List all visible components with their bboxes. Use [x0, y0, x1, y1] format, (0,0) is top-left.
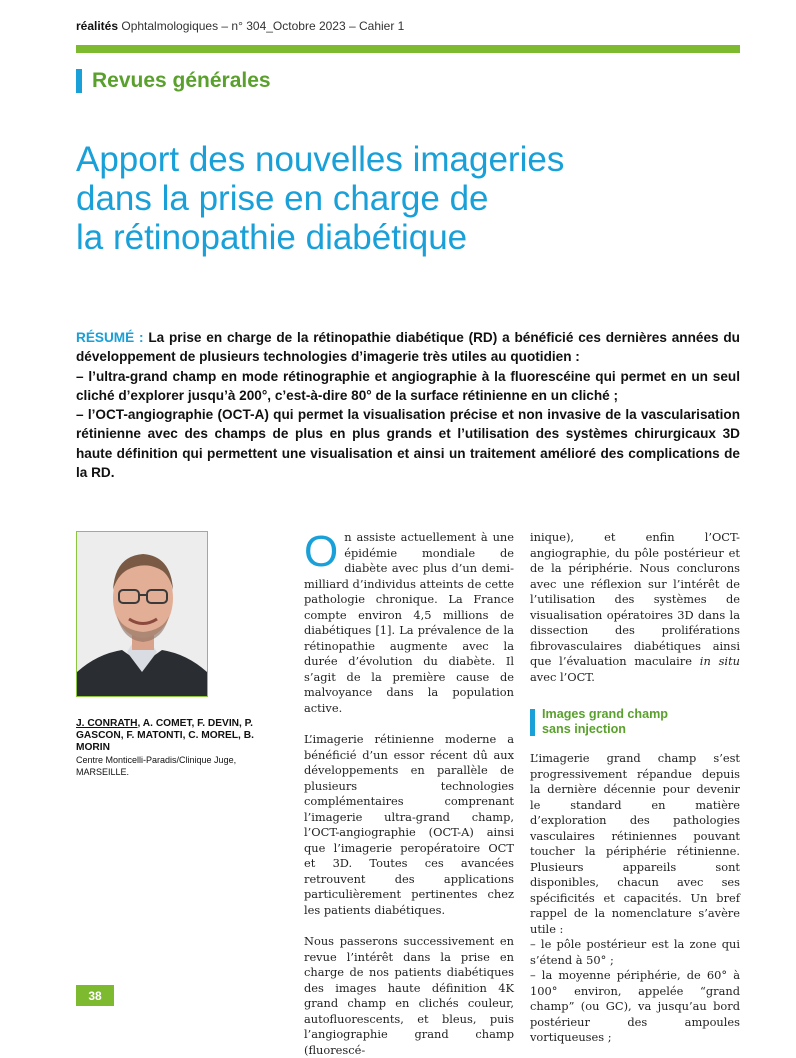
body-paragraph: inique), et enfin l’OCT-angiographie, du pôle postérieur et de la périphérie. Nous conclurons avec une réflexion sur l’intérêt de l’utilisation des systèmes de visualisation opératoires 3D dans la dissection des proliférations fibrovasculaires diabétiques ainsi que l’évaluation maculaire — [530, 530, 740, 668]
body-column-right — [530, 530, 740, 1046]
header-rule — [76, 45, 740, 53]
title-line: dans la prise en charge de — [76, 179, 489, 218]
issue-info: Ophtalmologiques – n° 304_Octobre 2023 – Cahier 1 — [118, 19, 405, 33]
title-line: la rétinopathie diabétique — [76, 218, 468, 257]
italic-term: in situ — [699, 654, 740, 668]
page-number: 38 — [76, 985, 114, 1006]
abstract — [76, 328, 740, 482]
body-paragraph: L’imagerie grand champ s’est progressivement répandue depuis la dernière décennie pour devenir le standard en matière d’exploration des pathologies vasculaires rétiniennes pouvant toucher la périphérie rétinienne. Plusieurs appareils sont disponibles, chacun avec ses spécificités et capacités. Un bref rappel de la nomenclature s’avère utile : — [530, 751, 740, 936]
running-header — [76, 19, 404, 33]
lead-author: J. CONRATH — [76, 718, 138, 729]
abstract-intro: La prise en charge de la rétinopathie diabétique (RD) a bénéficié ces dernières années du développement de plusieurs technologies d’imagerie très utiles au quotidien : — [76, 330, 740, 365]
portrait-illustration — [77, 532, 207, 696]
list-item: – la moyenne périphérie, de 60° à 100° environ, appelée “grand champ” (ou GC), va jusqu’au bord postérieur des ampoules vortiqueuses ; — [530, 968, 740, 1044]
author-block — [76, 718, 256, 778]
list-item: – le pôle postérieur est la zone qui s’étend à 50° ; — [530, 937, 740, 967]
subheading — [530, 707, 740, 737]
article-title — [76, 140, 716, 257]
body-paragraph: n assiste actuellement à une épidémie mondiale de diabète avec plus d’un demi-milliard d’individus atteints de cette pathologie chronique. La France compte environ 4,5 millions de diabétiques [1]. La prévalence de la rétinopathie augmente avec la durée d’évolution du diabète. Il s’agit de la première cause de malvoyance dans la population active. — [304, 530, 514, 715]
co-authors: , A. COMET, F. DEVIN, P. GASCON, F. MATONTI, C. MOREL, B. MORIN — [76, 718, 254, 753]
affiliation: Centre Monticelli-Paradis/Clinique Juge, MARSEILLE. — [76, 755, 237, 777]
author-photo — [76, 531, 208, 697]
body-paragraph: L’imagerie rétinienne moderne a bénéficié d’un essor récent dû aux développements en parallèle de plusieurs technologies complémentaires comprenant l’imagerie ultra-grand champ, l’OCT-angiographie (OCT-A) ainsi que l’imagerie peropératoire OCT et 3D. Toutes ces avancées retrouvent des applications particulièrement pertinentes chez les patients diabétiques. — [304, 732, 514, 917]
section-heading — [76, 64, 271, 98]
body-paragraph: Nous passerons successivement en revue l’intérêt dans la prise en charge de nos patients diabétiques des images haute définition 4K grand champ en clichés couleur, autofluorescents, et bleus, puis l’angiographie grand champ (fluorescé- — [304, 934, 514, 1057]
subheading-bar — [530, 709, 535, 736]
author-names — [76, 718, 256, 754]
drop-cap: O — [304, 527, 339, 576]
abstract-item: – l’OCT-angiographie (OCT-A) qui permet la visualisation précise et non invasive de la vascularisation rétinienne avec des champs de plus en plus grands et l’utilisation des systèmes chirurgicaux 3D haute définition qui permettent une visualisation et ainsi un traitement amélioré des complications de la RD. — [76, 407, 740, 481]
section-label: Revues générales — [92, 69, 271, 92]
abstract-keyword: RÉSUMÉ : — [76, 330, 144, 345]
subheading-line: Images grand champ — [542, 707, 668, 721]
section-bar — [76, 69, 82, 93]
body-column-left — [304, 527, 514, 1058]
title-line: Apport des nouvelles imageries — [76, 140, 565, 179]
journal-name: réalités — [76, 19, 119, 33]
body-paragraph-end: avec l’OCT. — [530, 669, 595, 684]
abstract-item: – l’ultra-grand champ en mode rétinographie et angiographie à la fluorescéine qui permet en un seul cliché d’explorer jusqu’à 200°, c’est-à-dire 80° de la surface rétinienne en un cliché ; — [76, 368, 740, 403]
subheading-line: sans injection — [542, 722, 626, 736]
